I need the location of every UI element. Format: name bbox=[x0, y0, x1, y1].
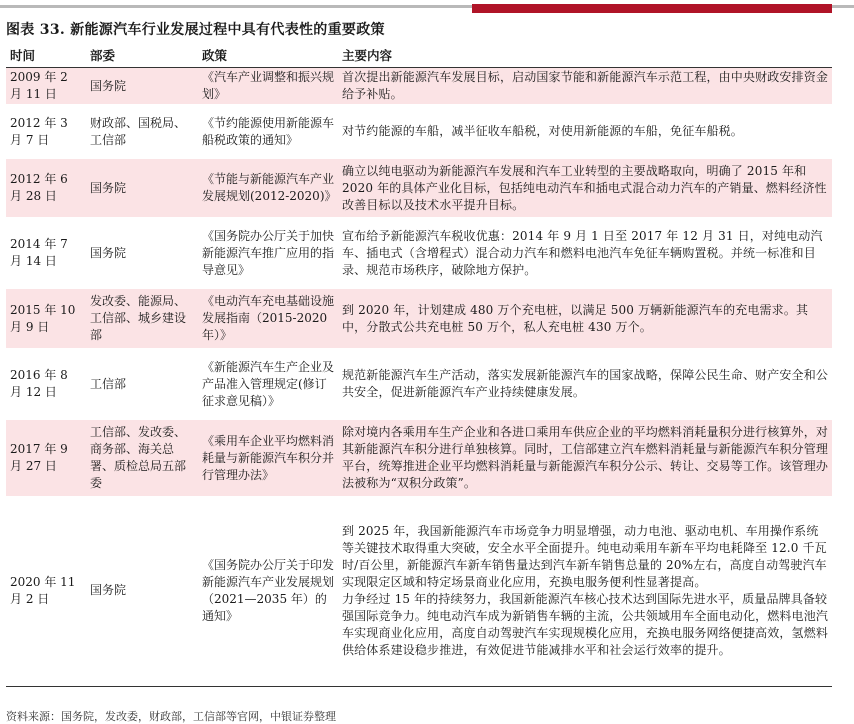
row-dept: 国务院 bbox=[86, 159, 198, 217]
row-content bbox=[338, 289, 832, 348]
row-policy: 《新能源汽车生产企业及产品准入管理规定(修订征求意见稿）》 bbox=[202, 359, 335, 408]
table-row bbox=[6, 289, 832, 348]
content-paragraph: 对节约能源的车船，减半征收车船税，对使用新能源的车船，免征车船税。 bbox=[342, 124, 743, 138]
row-content bbox=[338, 420, 832, 496]
header-decoration bbox=[0, 0, 854, 13]
row-content bbox=[338, 217, 832, 289]
row-dept: 发改委、能源局、工信部、城乡建设部 bbox=[86, 289, 198, 348]
row-dept: 财政部、国税局、工信部 bbox=[90, 115, 187, 147]
row-policy: 《汽车产业调整和振兴规划》 bbox=[198, 68, 338, 105]
source-note: 资料来源：国务院，发改委，财政部，工信部等官网，中银证券整理 bbox=[6, 710, 336, 723]
header-red-accent bbox=[472, 4, 832, 13]
row-content bbox=[338, 68, 832, 105]
content-paragraph: 宣布给予新能源汽车税收优惠：2014 年 9 月 1 日至 2017 年 12 月 31 日，对纯电动汽车、插电式（含增程式）混合动力汽车和燃料电池汽车免征车辆购置税。并统一标准和目录、规范市场秩序，破除地方保护。 bbox=[342, 228, 823, 277]
row-policy: 《电动汽车充电基础设施发展指南（2015-2020 年）》 bbox=[198, 289, 338, 348]
row-content bbox=[338, 104, 832, 159]
row-policy: 《乘用车企业平均燃料消耗量与新能源汽车积分并行管理办法》 bbox=[198, 420, 338, 496]
content-paragraph: 到 2020 年，计划建成 480 万个充电桩，以满足 500 万辆新能源汽车的充电需求。其中，分散式公共充电桩 50 万个，私人充电桩 430 万个。 bbox=[342, 302, 809, 334]
row-policy: 《节约能源使用新能源车船税政策的通知》 bbox=[202, 115, 335, 147]
header-content: 主要内容 bbox=[338, 44, 832, 68]
content-paragraph: 首次提出新能源汽车发展目标，启动国家节能和新能源汽车示范工程，由中央财政安排资金给予补贴。 bbox=[342, 70, 829, 101]
row-content bbox=[338, 159, 832, 217]
table-row bbox=[6, 217, 832, 289]
row-dept: 国务院 bbox=[86, 496, 198, 686]
header-date: 时间 bbox=[6, 44, 86, 68]
row-date: 2009 年 2 月 11 日 bbox=[6, 68, 86, 105]
header-policy: 政策 bbox=[198, 44, 338, 68]
table-row bbox=[6, 104, 832, 159]
row-date: 2012 年 3 月 7 日 bbox=[10, 115, 68, 147]
row-dept: 工信部 bbox=[90, 376, 127, 391]
content-paragraph: 除对境内各乘用车生产企业和各进口乘用车供应企业的平均燃料消耗量积分进行核算外，对其新能源汽车积分进行单独核算。同时，工信部建立汽车燃料消耗量与新能源汽车积分管理平台，统筹推进企业平均燃料消耗量与新能源汽车积分公示、转让、交易等工作。该管理办法被称为“双积分政策”。 bbox=[342, 425, 829, 490]
table-row bbox=[6, 420, 832, 496]
row-date: 2017 年 9 月 27 日 bbox=[6, 420, 86, 496]
table-row bbox=[6, 496, 832, 686]
row-policy: 《国务院办公厅关于加快新能源汽车推广应用的指导意见》 bbox=[202, 228, 335, 277]
header-dept: 部委 bbox=[86, 44, 198, 68]
figure-title: 图表 33. 新能源汽车行业发展过程中具有代表性的重要政策 bbox=[6, 22, 385, 38]
content-paragraph: 力争经过 15 年的持续努力，我国新能源汽车核心技术达到国际先进水平，质量品牌具备较强国际竞争力。纯电动汽车成为新销售车辆的主流，公共领域用车全面电动化，燃料电池汽车实现商业化应用，高度自动驾驶汽车实现规模化应用，充换电服务网络便捷高效，氢燃料供给体系建设稳步推进，有效促进节能减排水平和社会运行效率的提升。 bbox=[342, 591, 829, 657]
content-paragraph: 到 2025 年，我国新能源汽车市场竞争力明显增强，动力电池、驱动电机、车用操作系统等关键技术取得重大突破，安全水平全面提升。纯电动乘用车新车平均电耗降至 12.0 千瓦时/百公里，新能源汽车新车销售量达到汽车新车销售总量的 20%左右，高度自动驾驶汽车实现限定区域和特定场景商业化应用，充换电服务便利性显著提高。 bbox=[342, 523, 827, 589]
row-dept: 国务院 bbox=[86, 68, 198, 105]
table-row bbox=[6, 68, 832, 105]
row-content bbox=[338, 348, 832, 420]
row-date: 2014 年 7 月 14 日 bbox=[10, 237, 68, 268]
row-date: 2020 年 11 月 2 日 bbox=[6, 496, 86, 686]
content-paragraph: 确立以纯电驱动为新能源汽车发展和汽车工业转型的主要战略取向，明确了 2015 年和 2020 年的具体产业化目标，包括纯电动汽车和插电式混合动力汽车的产销量、燃料经济性改善目标以及技术水平提升目标。 bbox=[342, 163, 827, 212]
row-dept: 工信部、发改委、商务部、海关总署、质检总局五部委 bbox=[86, 420, 198, 496]
row-dept: 国务院 bbox=[90, 245, 127, 260]
row-content bbox=[338, 496, 832, 686]
row-date: 2015 年 10 月 9 日 bbox=[6, 289, 86, 348]
table-row bbox=[6, 159, 832, 217]
row-date: 2012 年 6 月 28 日 bbox=[6, 159, 86, 217]
row-date: 2016 年 8 月 12 日 bbox=[10, 368, 68, 399]
table-header-row bbox=[6, 44, 832, 68]
policy-table bbox=[6, 44, 832, 687]
content-paragraph: 规范新能源汽车生产活动，落实发展新能源汽车的国家战略，保障公民生命、财产安全和公共安全，促进新能源汽车产业持续健康发展。 bbox=[342, 368, 829, 399]
row-policy: 《节能与新能源汽车产业发展规划(2012-2020)》 bbox=[198, 159, 338, 217]
table-row bbox=[6, 348, 832, 420]
row-policy: 《国务院办公厅关于印发新能源汽车产业发展规划（2021—2035 年）的通知》 bbox=[198, 496, 338, 686]
